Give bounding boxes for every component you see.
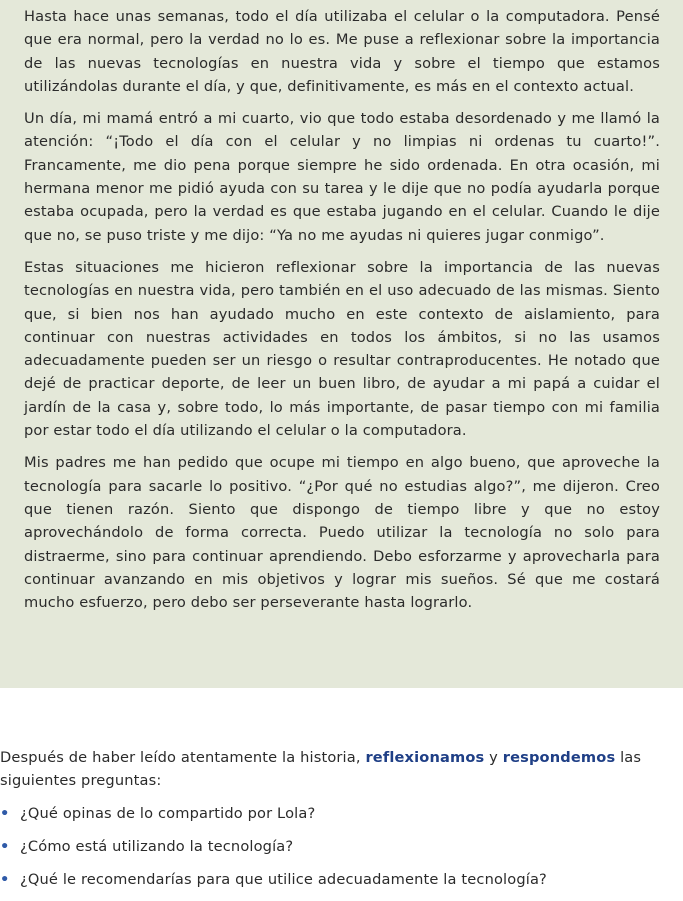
question-text: ¿Cómo está utilizando la tecnología?	[20, 838, 294, 855]
story-paragraph-4: Mis padres me han pedido que ocupe mi tiempo en algo bueno, que aproveche la tecnología para sacarle lo positivo. “¿Por qué no estudias algo?”, me dijeron. Creo que tienen razón. Siento que dispongo de tiempo libre y que no estoy aprovechándolo de forma correcta. Puedo utilizar la tecnología no solo para distraerme, sino para continuar aprendiendo. Debo esforzarme y aprovecharla para continuar avanzando en mis objetivos y lograr mis sueños. Sé que me costará mucho esfuerzo, pero debo ser perseverante hasta lograrlo.	[24, 454, 660, 612]
question-text: ¿Qué le recomendarías para que utilice adecuadamente la tecnología?	[20, 871, 547, 888]
question-text: ¿Qué opinas de lo compartido por Lola?	[20, 805, 316, 822]
question-item	[0, 802, 683, 825]
question-list	[0, 802, 683, 891]
intro-text-start: Después de haber leído atentamente la historia,	[0, 749, 366, 766]
intro-text-end: las siguientes preguntas:	[0, 749, 642, 789]
highlight-reflexionamos: reflexionamos	[365, 749, 485, 766]
bullet-icon: •	[0, 805, 10, 822]
question-item	[0, 835, 683, 858]
story-paragraph-3: Estas situaciones me hicieron reflexionar sobre la importancia de las nuevas tecnologías en nuestra vida, pero también en el uso adecuado de las mismas. Siento que, si bien nos han ayudado mucho en este contexto de aislamiento, para continuar con nuestras actividades en todos los ámbitos, si no las usamos adecuadamente pueden ser un riesgo o resultar contraproducentes. He notado que dejé de practicar deporte, de leer un buen libro, de ayudar a mi papá a cuidar el jardín de la casa y, sobre todo, lo más importante, de pasar tiempo con mi familia por estar todo el día utilizando el celular o la computadora.	[24, 258, 660, 440]
story-paragraph-1: Hasta hace unas semanas, todo el día utilizaba el celular o la computadora. Pensé que era normal, pero la verdad no lo es. Me puse a reflexionar sobre la importancia de las nuevas tecnologías en nuestra vida y sobre el tiempo que estamos utilizándolas durante el día, y que, definitivamente, es más en el contexto actual.	[24, 8, 660, 95]
intro-connector: y	[484, 749, 503, 766]
bullet-icon: •	[0, 838, 10, 855]
bullet-icon: •	[0, 871, 10, 888]
question-item	[0, 868, 683, 891]
instructions-intro	[0, 746, 683, 792]
instructions-section	[0, 746, 683, 901]
highlight-respondemos: respondemos	[502, 749, 616, 766]
story-paragraph-2: Un día, mi mamá entró a mi cuarto, vio que todo estaba desordenado y me llamó la atención: “¡Todo el día con el celular y no limpias ni ordenas tu cuarto!”. Francamente, me dio pena porque siempre he sido ordenada. En otra ocasión, mi hermana menor me pidió ayuda con su tarea y le dije que no podía ayudarla porque estaba ocupada, pero la verdad es que estaba jugando en el celular. Cuando le dije que no, se puso triste y me dijo: “Ya no me ayudas ni quieres jugar conmigo”.	[24, 110, 660, 244]
